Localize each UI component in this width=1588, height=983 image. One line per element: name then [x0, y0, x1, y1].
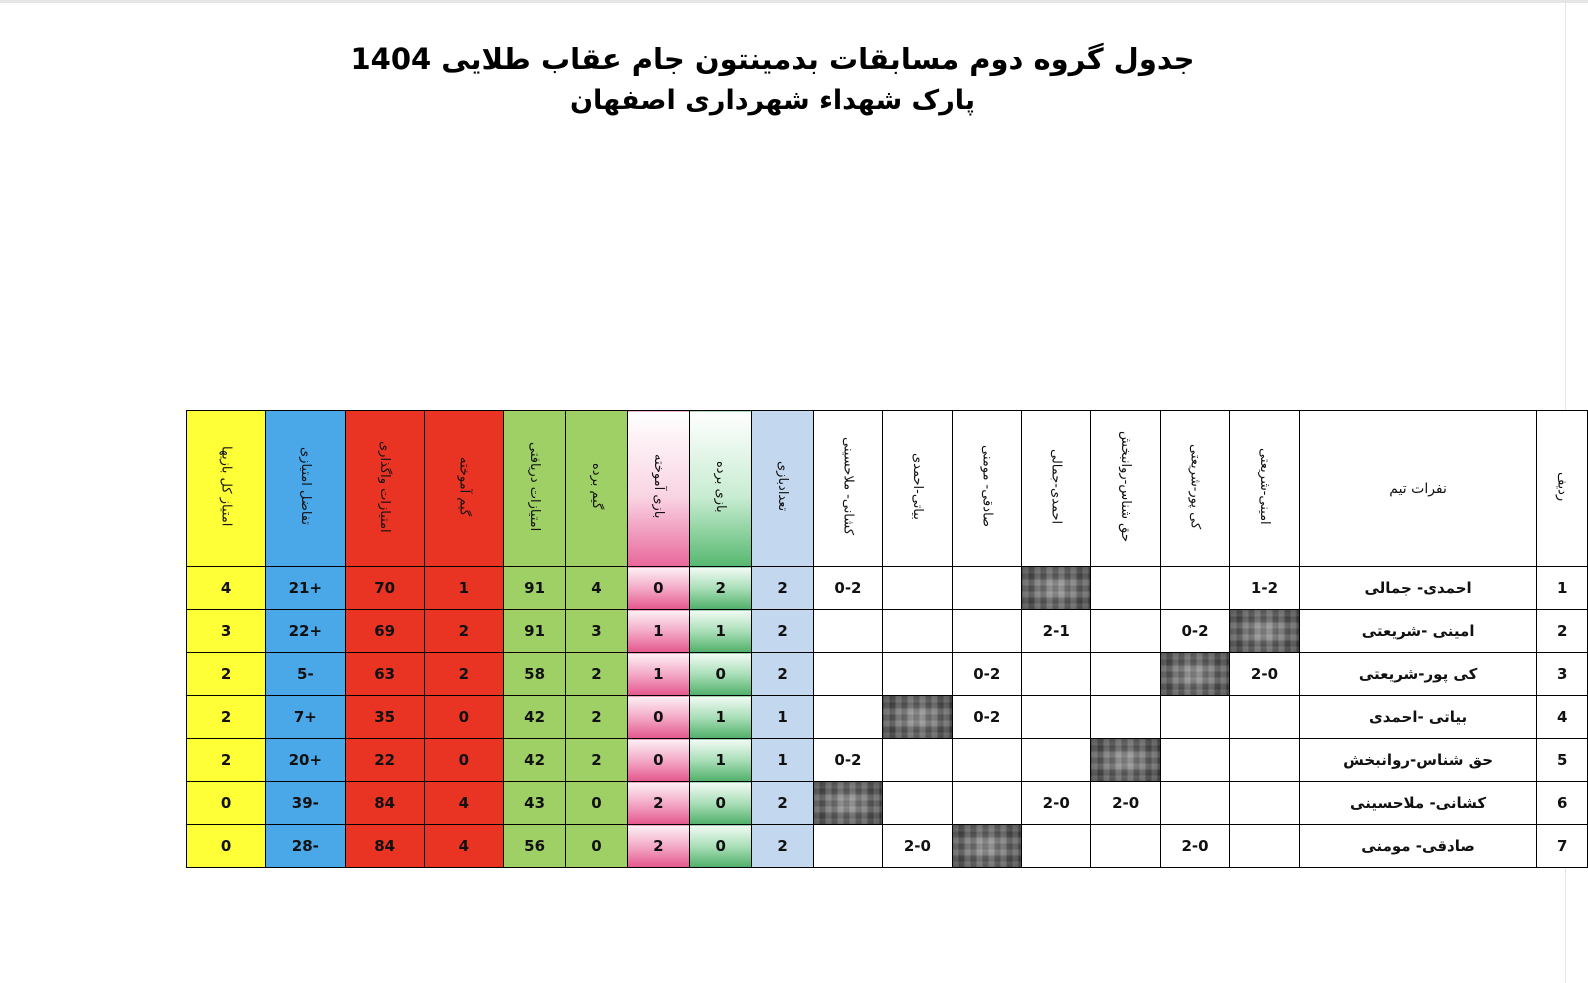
header-opponent: بیاتی-احمدی	[883, 411, 952, 567]
points-received-cell: 91	[503, 567, 565, 610]
match-result-cell	[1160, 696, 1229, 739]
match-result-cell	[883, 610, 952, 653]
team-name-cell: امینی -شریعتی	[1299, 610, 1537, 653]
match-result-cell: 2-0	[883, 825, 952, 868]
points-received-cell: 56	[503, 825, 565, 868]
match-result-cell	[883, 739, 952, 782]
games-won-cell: 0	[566, 782, 627, 825]
games-lost-cell: 0	[424, 739, 503, 782]
header-opponent: احمدی-جمالی	[1022, 411, 1091, 567]
header-points-received: امتیازات دریافتی	[503, 411, 565, 567]
top-border	[0, 0, 1588, 3]
point-diff-cell: -5	[266, 653, 345, 696]
games-played-cell: 1	[752, 696, 813, 739]
team-name-cell: بیاتی -احمدی	[1299, 696, 1537, 739]
total-points-cell: 4	[187, 567, 266, 610]
match-result-cell	[952, 610, 1021, 653]
matches-won-cell: 0	[690, 825, 752, 868]
games-played-cell: 2	[752, 653, 813, 696]
games-lost-cell: 1	[424, 567, 503, 610]
matches-lost-cell: 2	[627, 825, 689, 868]
point-diff-cell: +20	[266, 739, 345, 782]
self-match-cell	[1091, 739, 1160, 782]
matches-lost-cell: 0	[627, 739, 689, 782]
header-matches-won: بازی برده	[690, 411, 752, 567]
header-matches-lost: بازی آموخته	[627, 411, 689, 567]
points-received-cell: 42	[503, 739, 565, 782]
table-row	[108, 739, 1588, 782]
matches-lost-cell: 1	[627, 610, 689, 653]
games-lost-cell: 0	[424, 696, 503, 739]
matches-lost-cell: 2	[627, 782, 689, 825]
games-won-cell: 2	[566, 653, 627, 696]
match-result-cell	[1091, 610, 1160, 653]
point-diff-cell: -39	[266, 782, 345, 825]
match-result-cell	[1230, 782, 1299, 825]
header-point-diff: تفاضل امتیازی	[266, 411, 345, 567]
match-result-cell: 2-0	[1022, 782, 1091, 825]
table-row	[108, 567, 1588, 610]
point-diff-cell: +7	[266, 696, 345, 739]
games-won-cell: 2	[566, 739, 627, 782]
match-result-cell	[1091, 567, 1160, 610]
header-team: نفرات تیم	[1299, 411, 1537, 567]
match-result-cell	[1160, 739, 1229, 782]
rank-cell: 1	[1537, 567, 1588, 610]
page-subtitle: پارک شهداء شهرداری اصفهان	[569, 85, 976, 116]
games-lost-cell: 2	[424, 653, 503, 696]
table-row	[108, 825, 1588, 868]
match-result-cell	[1230, 696, 1299, 739]
rank-cell: 6	[1537, 782, 1588, 825]
self-match-cell	[1022, 567, 1091, 610]
match-result-cell	[1091, 653, 1160, 696]
points-conceded-cell: 84	[345, 782, 424, 825]
match-result-cell	[1160, 782, 1229, 825]
match-result-cell	[813, 696, 882, 739]
header-rank: ردیف	[1537, 411, 1588, 567]
point-diff-cell: +22	[266, 610, 345, 653]
match-result-cell	[883, 782, 952, 825]
rank-cell: 2	[1537, 610, 1588, 653]
self-match-cell	[1160, 653, 1229, 696]
match-result-cell	[952, 567, 1021, 610]
matches-won-cell: 2	[690, 567, 752, 610]
rank-cell: 7	[1537, 825, 1588, 868]
total-points-cell: 3	[187, 610, 266, 653]
total-points-cell: 0	[187, 825, 266, 868]
games-played-cell: 2	[752, 610, 813, 653]
match-result-cell	[883, 567, 952, 610]
point-diff-cell: +21	[266, 567, 345, 610]
match-result-cell: 2-0	[1091, 782, 1160, 825]
points-received-cell: 91	[503, 610, 565, 653]
point-diff-cell: -28	[266, 825, 345, 868]
matches-lost-cell: 0	[627, 696, 689, 739]
header-total-points: امتیاز کل بازیها	[187, 411, 266, 567]
standings-table	[107, 410, 1588, 868]
points-conceded-cell: 22	[345, 739, 424, 782]
match-result-cell	[952, 782, 1021, 825]
header-opponent: کشانی- ملاحسینی	[813, 411, 882, 567]
header-games-won: گیم برده	[566, 411, 627, 567]
header-opponent: کی پور-شریعتی	[1160, 411, 1229, 567]
match-result-cell	[1230, 739, 1299, 782]
table-row	[108, 782, 1588, 825]
match-result-cell	[1022, 739, 1091, 782]
match-result-cell: 0-2	[952, 696, 1021, 739]
rank-cell: 5	[1537, 739, 1588, 782]
match-result-cell	[1091, 696, 1160, 739]
match-result-cell: 2-1	[1022, 610, 1091, 653]
rank-cell: 3	[1537, 653, 1588, 696]
match-result-cell	[813, 653, 882, 696]
games-played-cell: 2	[752, 825, 813, 868]
games-won-cell: 4	[566, 567, 627, 610]
match-result-cell	[883, 653, 952, 696]
points-conceded-cell: 69	[345, 610, 424, 653]
games-won-cell: 0	[566, 825, 627, 868]
match-result-cell: 0-2	[1160, 610, 1229, 653]
self-match-cell	[1230, 610, 1299, 653]
match-result-cell	[1022, 696, 1091, 739]
header-row	[108, 411, 1588, 567]
match-result-cell: 2-0	[1230, 653, 1299, 696]
games-won-cell: 3	[566, 610, 627, 653]
games-played-cell: 1	[752, 739, 813, 782]
matches-lost-cell: 0	[627, 567, 689, 610]
team-name-cell: حق شناس-روانبخش	[1299, 739, 1537, 782]
rank-cell: 4	[1537, 696, 1588, 739]
match-result-cell	[813, 825, 882, 868]
matches-won-cell: 0	[690, 782, 752, 825]
total-points-cell: 2	[187, 696, 266, 739]
header-games-played: تعدادبازی	[752, 411, 813, 567]
points-conceded-cell: 63	[345, 653, 424, 696]
page-title: جدول گروه دوم مسابقات بدمینتون جام عقاب طلایی 1404	[350, 42, 1195, 76]
team-name-cell: کشانی- ملاحسینی	[1299, 782, 1537, 825]
match-result-cell	[1022, 825, 1091, 868]
match-result-cell: 0-2	[952, 653, 1021, 696]
matches-won-cell: 1	[690, 610, 752, 653]
match-result-cell	[1022, 653, 1091, 696]
match-result-cell	[952, 739, 1021, 782]
self-match-cell	[952, 825, 1021, 868]
header-opponent: حق شناس-روانبخش	[1091, 411, 1160, 567]
points-received-cell: 42	[503, 696, 565, 739]
team-name-cell: احمدی- جمالی	[1299, 567, 1537, 610]
total-points-cell: 2	[187, 739, 266, 782]
match-result-cell	[1160, 567, 1229, 610]
header-opponent: صادقی- مومنی	[952, 411, 1021, 567]
games-won-cell: 2	[566, 696, 627, 739]
match-result-cell	[1230, 825, 1299, 868]
team-name-cell: صادقی- مومنی	[1299, 825, 1537, 868]
total-points-cell: 2	[187, 653, 266, 696]
points-conceded-cell: 84	[345, 825, 424, 868]
games-lost-cell: 2	[424, 610, 503, 653]
header-opponent: امینی-شریعتی	[1230, 411, 1299, 567]
points-received-cell: 58	[503, 653, 565, 696]
match-result-cell: 0-2	[813, 567, 882, 610]
self-match-cell	[883, 696, 952, 739]
matches-won-cell: 0	[690, 653, 752, 696]
match-result-cell: 2-0	[1160, 825, 1229, 868]
team-name-cell: کی پور-شریعتی	[1299, 653, 1537, 696]
points-conceded-cell: 70	[345, 567, 424, 610]
matches-won-cell: 1	[690, 739, 752, 782]
points-received-cell: 43	[503, 782, 565, 825]
table-row	[108, 610, 1588, 653]
games-lost-cell: 4	[424, 782, 503, 825]
matches-lost-cell: 1	[627, 653, 689, 696]
games-played-cell: 2	[752, 782, 813, 825]
total-points-cell: 0	[187, 782, 266, 825]
matches-won-cell: 1	[690, 696, 752, 739]
games-lost-cell: 4	[424, 825, 503, 868]
header-games-lost: گیم آموخته	[424, 411, 503, 567]
table-row	[108, 653, 1588, 696]
header-points-conceded: امتیازات واگذاری	[345, 411, 424, 567]
points-conceded-cell: 35	[345, 696, 424, 739]
self-match-cell	[813, 782, 882, 825]
match-result-cell	[813, 610, 882, 653]
games-played-cell: 2	[752, 567, 813, 610]
match-result-cell: 1-2	[1230, 567, 1299, 610]
table-row	[108, 696, 1588, 739]
match-result-cell	[1091, 825, 1160, 868]
match-result-cell: 0-2	[813, 739, 882, 782]
